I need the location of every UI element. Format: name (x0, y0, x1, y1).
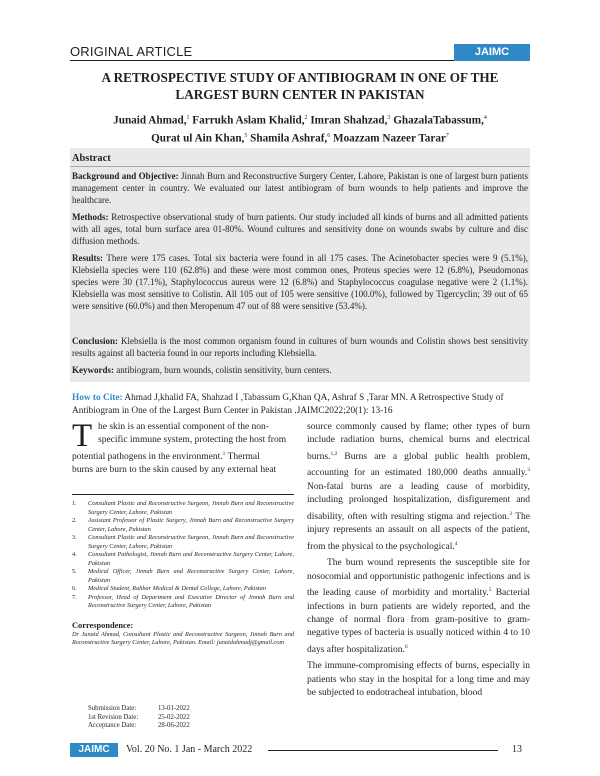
intro-line-3-text: potential pathogens in the environment. (72, 451, 223, 462)
correspondence-text: Dr Junaid Ahmad, Consultant Plastic and Reconstructive Surgeon, Jinnah Burn and Reconstructive Surgery Center, Lahore, Pakistan. Email: junaidahmadj@gmail.com (72, 630, 294, 646)
abstract-heading: Abstract (72, 153, 111, 164)
section-label: ORIGINAL ARTICLE (70, 44, 193, 59)
author-1-affil: 1 (186, 115, 190, 121)
footnote-number: 2. (72, 517, 77, 524)
body-right-column (307, 421, 530, 701)
ref-mark: 6 (404, 643, 408, 650)
abstract-results (72, 252, 528, 312)
footnote-text: Consultant Pathologist, Jinnah Burn and Reconstructive Surgery Center, Lahore, Pakistan (88, 551, 294, 567)
keywords-label: Keywords: (72, 365, 114, 375)
date-label: Acceptance Date: (88, 722, 137, 730)
abstract-conclusion (72, 335, 528, 359)
correspondence-heading: Correspondence: (72, 620, 134, 630)
abstract-keywords (72, 364, 528, 376)
date-value: 28-06-2022 (158, 722, 190, 730)
header-rule (70, 60, 454, 61)
intro-line-3-end: Thermal (225, 451, 260, 462)
ref-mark: 3 (527, 467, 530, 474)
footnote-item (72, 517, 294, 534)
author-2-affil: 2 (304, 115, 308, 121)
journal-badge: JAIMC (454, 44, 530, 61)
footnote-text: Medical Student, Rahbar Medical & Dental College, Lahore, Pakistan (88, 585, 266, 592)
author-6-affil: 6 (327, 132, 331, 139)
author-5: Qurat ul Ain Khan, (151, 132, 245, 145)
conclusion-label: Conclusion: (72, 336, 119, 346)
abstract-rule (70, 166, 530, 167)
drop-cap: T (72, 418, 93, 454)
intro-line-4: burns are burn to the skin caused by any external heat (72, 465, 277, 476)
footnote-item (72, 568, 294, 585)
footnote-item (72, 551, 294, 568)
author-3-affil: 3 (387, 115, 391, 121)
author-5-affil: 5 (244, 132, 248, 139)
date-row (88, 705, 190, 714)
date-label: Submission Date: (88, 705, 137, 712)
author-2: Farrukh Aslam Khalid, (189, 114, 305, 127)
footnote-text: Medical Officer, Jinnah Burn and Reconstructive Surgery Center, Lahore, Pakistan (88, 568, 294, 584)
intro-line-1: he skin is an essential component of the non- (98, 422, 269, 432)
cite-label: How to Cite: (72, 393, 123, 403)
footnote-text: Professor, Head of Department and Executive Director of Jinnah Burn and Reconstructive Surgery Center, Lahore, Pakistan (88, 593, 294, 609)
author-1: Junaid Ahmad, (113, 114, 187, 127)
date-value: 13-01-2022 (158, 705, 190, 712)
abstract-background (72, 170, 528, 206)
conclusion-text: Klebsiella is the most common organism found in cultures of burn wounds and Colistin shows best sensitivity results against all bacteria found in our reports including Klebsiella. (72, 336, 528, 359)
footnote-number: 6. (72, 585, 77, 592)
date-row (88, 722, 190, 731)
footnote-text: Consultant Plastic and Reconstructive Surgeon, Jinnah Burn and Reconstructive Surgery Center, Lahore, Pakistan (88, 534, 294, 550)
body-paragraph-2 (307, 557, 530, 657)
page-number: 13 (512, 744, 522, 755)
body-paragraph-1 (307, 421, 530, 554)
keywords-text: antibiogram, burn wounds, colistin sensitivity, burn centers. (114, 365, 332, 375)
footnote-item (72, 594, 294, 611)
footer-journal-badge: JAIMC (70, 743, 118, 757)
abstract-box (70, 148, 530, 382)
intro-paragraph (72, 418, 294, 478)
footnote-number: 1. (72, 500, 77, 507)
footnote-item (72, 500, 294, 517)
ref-1: 1 (222, 450, 226, 457)
author-7: Moazzam Nazeer Tarar (330, 132, 446, 145)
article-dates (88, 705, 190, 731)
date-row (88, 714, 190, 723)
author-list (70, 111, 530, 146)
intro-line-2: specific immune system, protecting the host from (98, 435, 287, 446)
footnote-text: Consultant Plastic and Reconstructive Surgeon, Jinnah Burn and Reconstructive Surgery Center, Lahore, Pakistan (88, 500, 294, 516)
methods-label: Methods: (72, 212, 109, 222)
body-paragraph-3: The immune-compromising effects of burns, especially in patients who stay in the hospital for a long time and may be subjected to endotracheal intubation, blood (307, 661, 530, 699)
footnote-number: 7. (72, 593, 77, 601)
affiliation-footnotes (72, 500, 294, 648)
ref-mark: 5 (488, 587, 492, 594)
methods-text: Retrospective observational study of burn patients. Our study included all kinds of burns and all admitted patients with all ages, total burn surface area 01-80%. Wound cultures and sensitivity done on wounds swabs by culture and disc diffusion methods. (72, 212, 528, 247)
footnote-item (72, 585, 294, 594)
date-value: 25-02-2022 (158, 713, 190, 721)
footer-volume: Vol. 20 No. 1 Jan - March 2022 (126, 744, 253, 755)
author-6: Shamila Ashraf, (247, 132, 328, 145)
body-text: source commonly caused by flame; other types of burn include radiation burns, chemical burns and electrical burns. (307, 422, 530, 462)
results-label: Results: (72, 253, 103, 263)
ref-mark: 1,2 (330, 450, 338, 457)
abstract-methods (72, 211, 528, 247)
title-line-2: LARGEST BURN CENTER IN PAKISTAN (175, 87, 425, 102)
how-to-cite (72, 392, 530, 417)
footnote-spacer (72, 611, 294, 621)
background-text: Jinnah Burn and Reconstructive Surgery Center, Lahore, Pakistan is one of largest burn patients management center in country. We evaluated our latest antibiogram of burn wounds to help patients and improve the healthcare. (72, 171, 529, 206)
ref-mark: 4 (454, 540, 458, 547)
body-text: Non-fatal burns are a leading cause of morbidity, including prolonged hospitalization, disfigurement and disability, often with resulting stigma and rejection. (307, 481, 530, 522)
body-text: The burn wound represents the susceptible site for nosocomial and opportunistic pathogenic infections and is the leading cause of morbidity and mortality. (307, 558, 530, 599)
date-label: 1st Revision Date: (88, 713, 139, 721)
body-text: Burns are a global public health problem, accounting for an estimated 180,000 deaths annually. (307, 451, 530, 479)
footnote-number: 4. (72, 551, 77, 558)
article-title (70, 69, 530, 103)
footnote-text: Assistant Professor of Plastic Surgery, Jinnah Burn and Reconstructive Surgery Center, Lahore, Pakistan (88, 517, 294, 533)
footer-rule (268, 750, 498, 751)
results-text: There were 175 cases. Total six bacteria were found in all 175 cases. The Acinetobacter species were 9 (5.1%), Klebsiella species were 110 (62.8%) and these were most common ones, Proteus species were 12 (6.8%), Pseudomonas species were 30 (17.1%), Staphylococcus aureus were 12 (6.8%) and Staphylococcus coagulase negative were 2 (1.1%). Klebsiella was most sensitive to Colistin. All 105 out of 105 were sensitive (100.0%), followed by Tigercyclin; 39 out of 65 were sensitive (60.0%) and then Meropenum 47 out of 88 were sensitive (53.4%). (72, 253, 528, 312)
authors-line-1 (70, 111, 530, 129)
background-label: Background and Objective: (72, 171, 179, 181)
author-4: GhazalaTabassum, (390, 114, 484, 127)
footnote-number: 3. (72, 534, 77, 541)
footnote-number: 5. (72, 568, 77, 575)
body-text: The injury represents an assault on all aspects of the patient, from the physical to the psychological. (307, 511, 530, 552)
cite-text: Ahmad J,khalid FA, Shahzad I ,Tabassum G,Khan QA, Ashraf S ,Tarar MN. A Retrospective Study of Antibiogram in One of the Largest Burn Center in Pakistan .JAIMC2022;20(1): 13-16 (72, 393, 504, 416)
author-3: Imran Shahzad, (307, 114, 388, 127)
author-7-affil: 7 (445, 132, 449, 139)
author-4-affil: 4 (483, 115, 487, 121)
authors-line-2 (70, 129, 530, 147)
footnote-rule (72, 494, 294, 495)
body-text: Bacterial infections in burn patients are widely reported, and the change of normal flora from gram-positive to gram-negative types of bacteria is usually noticed within 4 to 10 days after hospitalization. (307, 588, 530, 656)
footnote-item (72, 534, 294, 551)
intro-line-3 (72, 448, 294, 465)
title-line-1: A RETROSPECTIVE STUDY OF ANTIBIOGRAM IN ONE OF THE (101, 70, 499, 85)
ref-mark: 3 (509, 510, 512, 517)
